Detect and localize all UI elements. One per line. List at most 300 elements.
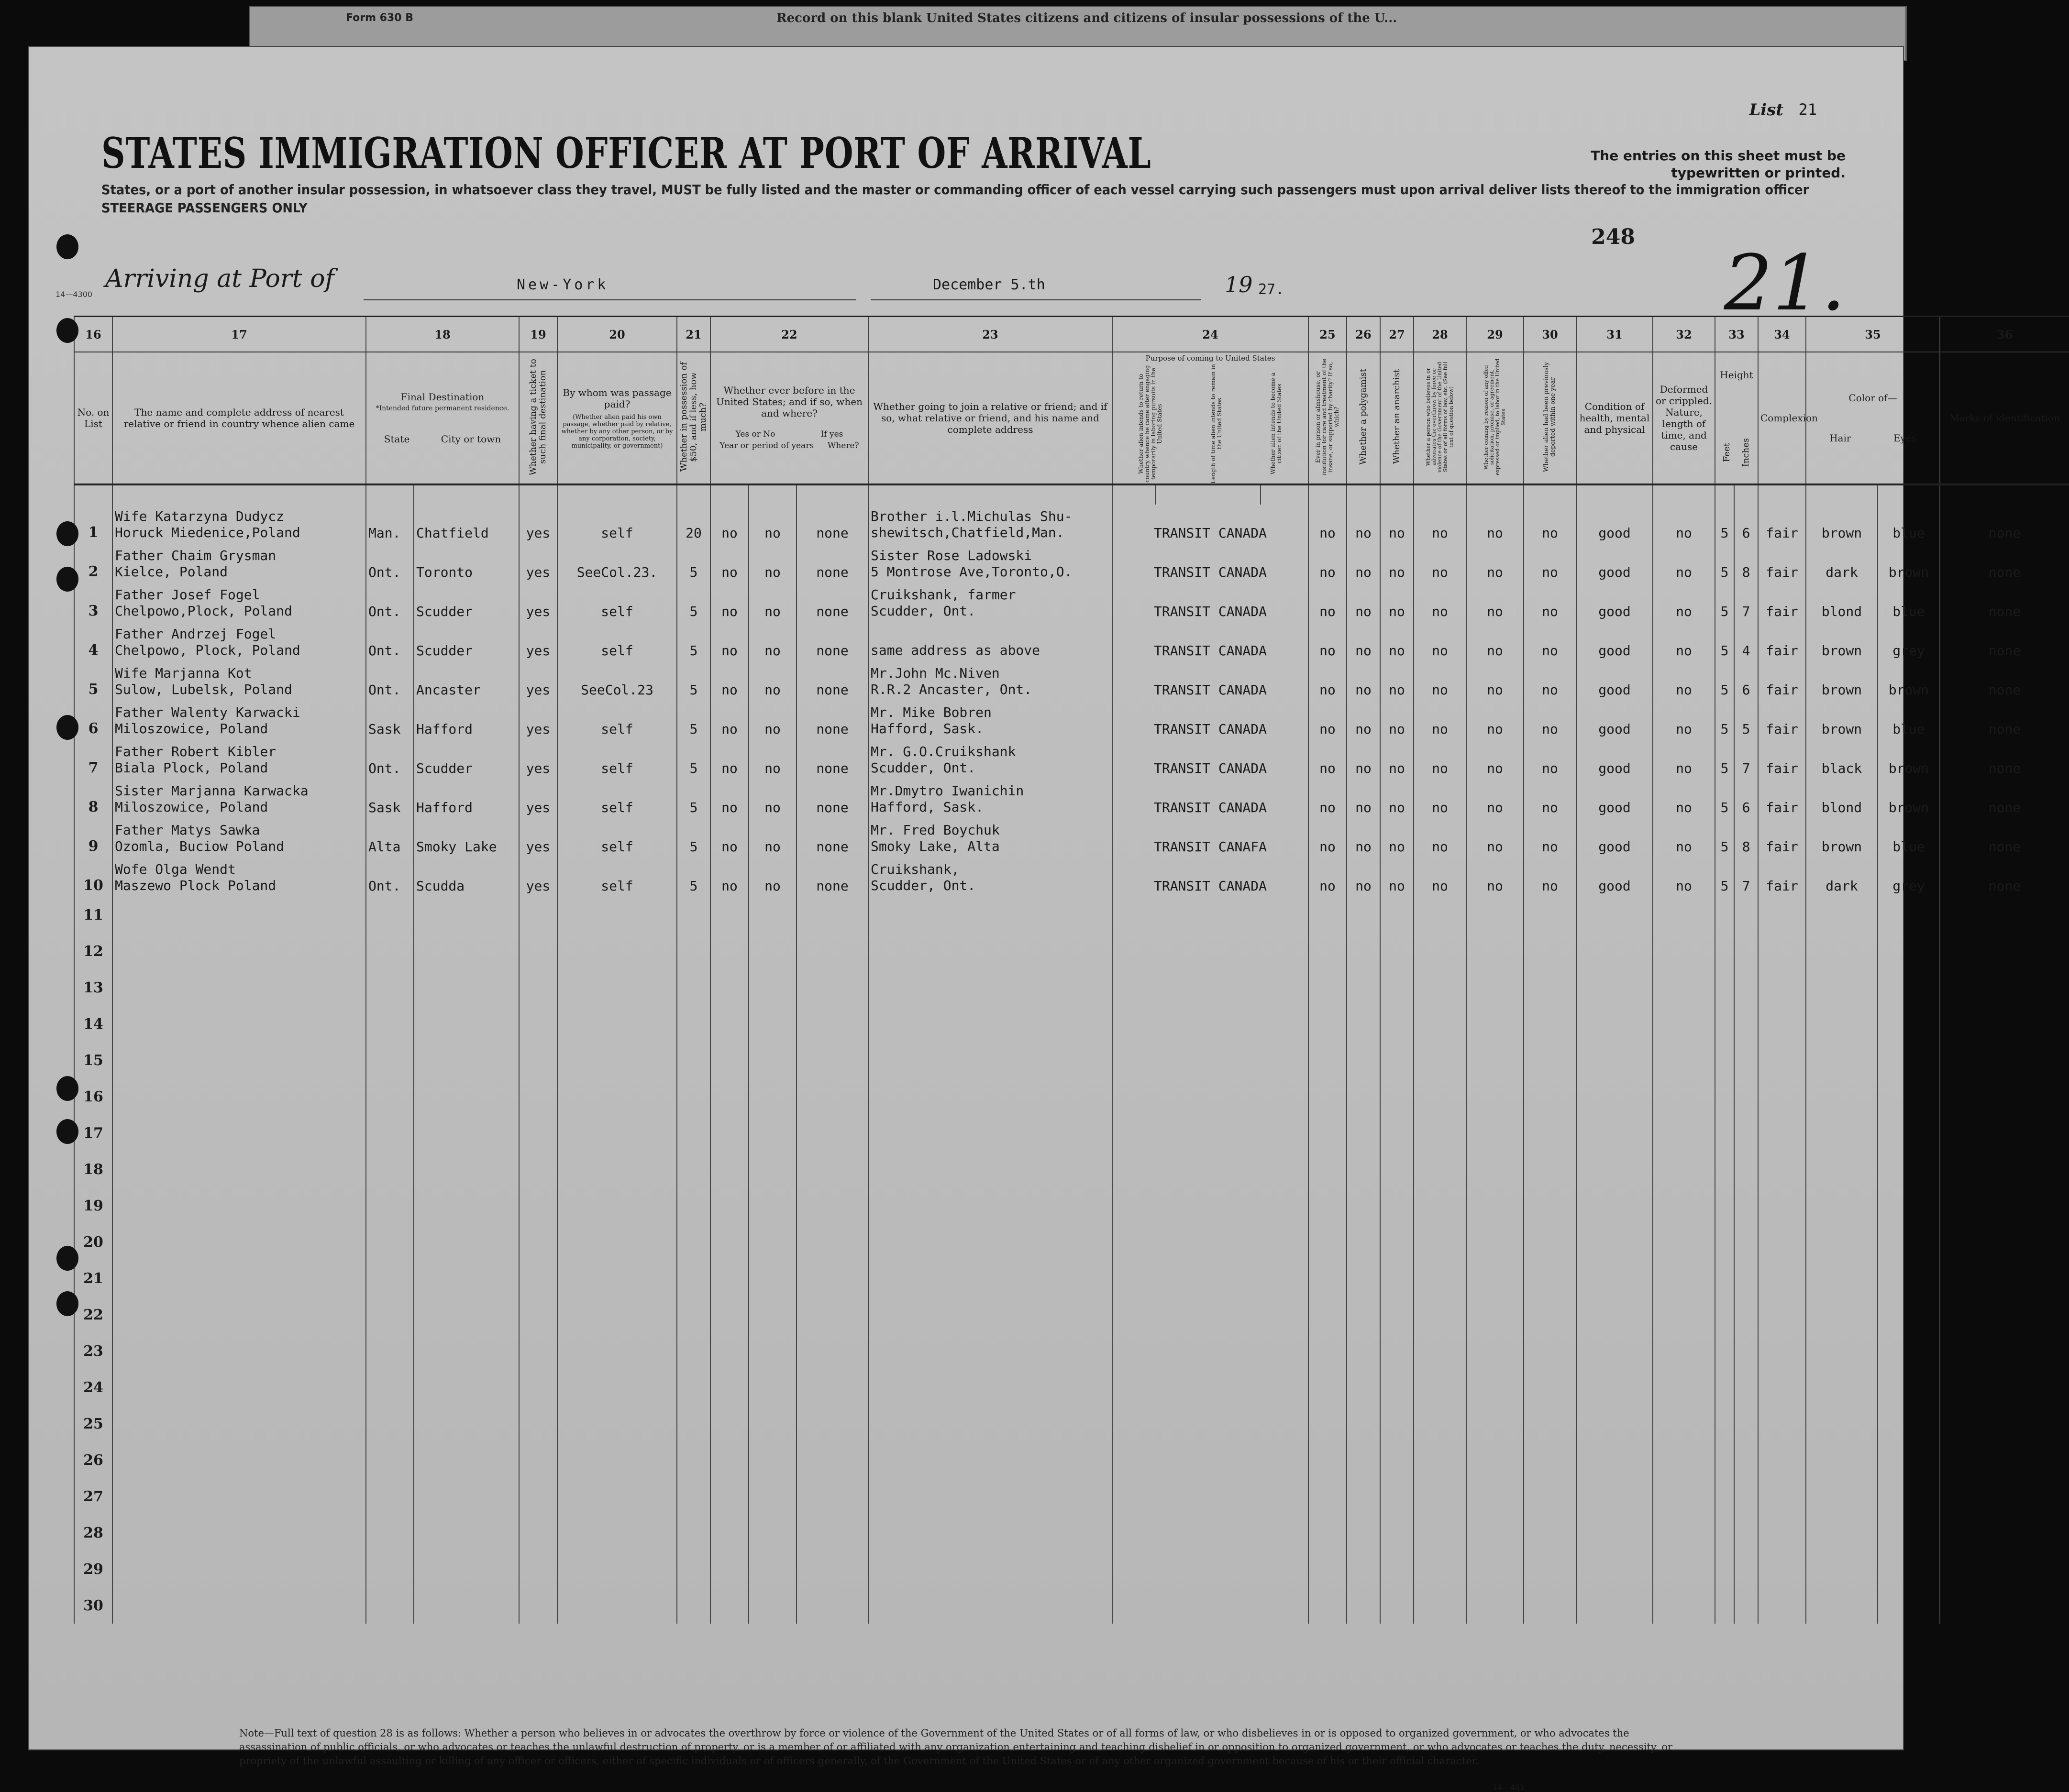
cell-state: Man.	[368, 525, 401, 541]
header-destination: Final Destination *Intended future permanent residence. State City or town	[366, 352, 519, 484]
row-number: 8	[88, 799, 99, 815]
cell-inches: 6	[1742, 800, 1750, 815]
binder-hole	[56, 715, 78, 740]
header-anarchist: Whether an anarchist	[1380, 352, 1414, 484]
table-row	[74, 740, 2069, 779]
relative-address: Miloszowice, Poland	[115, 721, 268, 737]
cell-purpose: TRANSIT CANADA	[1153, 525, 1267, 541]
cell-inches: 7	[1742, 760, 1750, 776]
cell-where: none	[816, 878, 849, 894]
table-row	[74, 779, 2069, 818]
table-row	[74, 622, 2069, 661]
cell-c27: no	[1389, 760, 1405, 776]
join-address: Scudder, Ont.	[871, 603, 976, 619]
cell-health: good	[1598, 643, 1631, 659]
table-row	[74, 933, 2069, 969]
cell-inches: 5	[1742, 721, 1750, 737]
cell-marks: none	[1988, 682, 2021, 698]
cell-deformed: no	[1676, 721, 1692, 737]
cell-c29: no	[1487, 643, 1503, 659]
cell-money: 5	[689, 839, 698, 855]
cell-paid: SeeCol.23	[581, 682, 653, 698]
cell-money: 5	[689, 564, 698, 580]
row-number: 17	[83, 1124, 103, 1142]
cell-c25: no	[1319, 564, 1336, 580]
cell-inches: 6	[1742, 682, 1750, 698]
relative-name: Father Robert Kibler	[115, 744, 277, 759]
cell-state: Ont.	[368, 643, 401, 659]
relative-address: Kielce, Poland	[115, 564, 228, 580]
cell-c30: no	[1542, 721, 1558, 737]
relative-name: Father Walenty Karwacki	[115, 704, 300, 720]
cell-deformed: no	[1676, 564, 1692, 580]
join-name: Mr. G.O.Cruikshank	[871, 744, 1016, 759]
binder-hole	[56, 1119, 78, 1144]
cell-city: Smoky Lake	[416, 839, 497, 855]
cell-state: Ont.	[368, 682, 401, 698]
cell-complexion: fair	[1766, 800, 1798, 815]
relative-address: Chelpowo, Plock, Poland	[115, 642, 300, 658]
binder-hole	[56, 318, 78, 343]
join-address: same address as above	[871, 642, 1040, 658]
relative-address: Horuck Miedenice,Poland	[115, 525, 300, 540]
header-no: No. on List	[74, 352, 112, 484]
cell-complexion: fair	[1766, 682, 1798, 698]
cell-city: Scudda	[416, 878, 465, 894]
cell-c30: no	[1542, 564, 1558, 580]
cell-c26: no	[1355, 604, 1372, 619]
row-number: 24	[83, 1379, 103, 1396]
cell-where: none	[816, 525, 849, 541]
cell-marks: none	[1988, 525, 2021, 541]
cell-years: no	[764, 839, 781, 855]
cell-paid: self	[601, 721, 633, 737]
cell-feet: 5	[1720, 760, 1729, 776]
table-row	[74, 969, 2069, 1006]
cell-feet: 5	[1720, 721, 1729, 737]
cell-feet: 5	[1720, 604, 1729, 619]
cell-feet: 5	[1720, 800, 1729, 815]
cell-eyes: blue	[1892, 721, 1925, 737]
cell-eyes: grey	[1892, 643, 1925, 659]
table-row	[74, 1515, 2069, 1551]
cell-city: Scudder	[416, 604, 473, 619]
cell-money: 5	[689, 643, 698, 659]
row-number: 6	[88, 720, 99, 737]
row-number: 7	[88, 759, 99, 776]
cell-purpose: TRANSIT CANADA	[1153, 643, 1267, 659]
cell-ticket: yes	[526, 760, 551, 776]
cell-hair: brown	[1821, 839, 1862, 855]
cell-marks: none	[1988, 760, 2021, 776]
cell-marks: none	[1988, 839, 2021, 855]
cell-state: Ont.	[368, 564, 401, 580]
cell-marks: none	[1988, 604, 2021, 619]
cell-deformed: no	[1676, 839, 1692, 855]
header-height: Height Feet Inches	[1715, 352, 1758, 484]
cell-hair: brown	[1821, 643, 1862, 659]
cell-feet: 5	[1720, 878, 1729, 894]
join-name: Brother i.l.Michulas Shu-	[871, 508, 1073, 524]
cell-before: no	[721, 604, 738, 619]
header-before-in-us: Whether ever before in the United States; and if so, when and where? Yes or No If yes Year or period of years Where?	[710, 352, 868, 484]
cell-where: none	[816, 839, 849, 855]
row-number: 3	[88, 603, 99, 619]
join-address: Scudder, Ont.	[871, 878, 976, 893]
cell-complexion: fair	[1766, 564, 1798, 580]
join-name: Mr. Mike Bobren	[871, 704, 992, 720]
header-money: Whether in possession of $50, and if less, how much?	[677, 352, 710, 484]
cell-deformed: no	[1676, 760, 1692, 776]
cell-feet: 5	[1720, 525, 1729, 541]
cell-money: 5	[689, 760, 698, 776]
table-row	[74, 1151, 2069, 1187]
join-address: Hafford, Sask.	[871, 721, 984, 737]
cell-paid: self	[601, 643, 633, 659]
cell-ticket: yes	[526, 643, 551, 659]
cell-money: 5	[689, 800, 698, 815]
table-row	[74, 701, 2069, 740]
cell-deformed: no	[1676, 643, 1692, 659]
cell-health: good	[1598, 760, 1631, 776]
cell-feet: 5	[1720, 839, 1729, 855]
cell-eyes: brown	[1888, 682, 1929, 698]
cell-c30: no	[1542, 643, 1558, 659]
list-number: 21	[1798, 100, 1817, 119]
header-join-relative: Whether going to join a relative or friend; and if so, what relative or friend, and his name and complete address	[868, 352, 1112, 484]
header-polygamist: Whether a polygamist	[1347, 352, 1380, 484]
cell-paid: self	[601, 525, 633, 541]
year-suffix: 27.	[1258, 281, 1284, 298]
cell-before: no	[721, 525, 738, 541]
join-name: Mr.John Mc.Niven	[871, 665, 1000, 681]
manifest-sheet	[28, 46, 2060, 1792]
cell-years: no	[764, 525, 781, 541]
cell-purpose: TRANSIT CANADA	[1153, 682, 1267, 698]
table-row	[74, 544, 2069, 583]
cell-c27: no	[1389, 525, 1405, 541]
cell-c27: no	[1389, 878, 1405, 894]
column-number-row: 16 17 18 19 20 21 22 23 24 25 26 27 28 29 30 31 32 33 34 35 36	[74, 317, 2069, 352]
cell-inches: 8	[1742, 564, 1750, 580]
cell-purpose: TRANSIT CANAFA	[1153, 839, 1267, 855]
cell-state: Sask	[368, 800, 401, 815]
row-number: 23	[83, 1342, 103, 1360]
cell-c28: no	[1432, 682, 1448, 698]
cell-c28: no	[1432, 839, 1448, 855]
cell-c26: no	[1355, 525, 1372, 541]
header-relative: The name and complete address of nearest relative or friend in country whence alien came	[112, 352, 366, 484]
cell-ticket: yes	[526, 564, 551, 580]
cell-hair: blond	[1821, 604, 1862, 619]
row-number: 28	[83, 1524, 103, 1541]
cell-deformed: no	[1676, 878, 1692, 894]
document-title: STATES IMMIGRATION OFFICER AT PORT OF ARRIVAL	[101, 128, 1151, 178]
cell-c30: no	[1542, 839, 1558, 855]
row-number: 22	[83, 1306, 103, 1323]
row-number: 13	[83, 979, 103, 996]
cell-c26: no	[1355, 643, 1372, 659]
table-row	[74, 1260, 2069, 1297]
cell-eyes: brown	[1888, 564, 1929, 580]
cell-health: good	[1598, 682, 1631, 698]
cell-state: Alta	[368, 839, 401, 855]
cell-marks: none	[1988, 878, 2021, 894]
cell-c28: no	[1432, 604, 1448, 619]
cell-c27: no	[1389, 800, 1405, 815]
cell-c26: no	[1355, 800, 1372, 815]
relative-address: Chelpowo,Plock, Poland	[115, 603, 292, 619]
cell-c30: no	[1542, 682, 1558, 698]
cell-ticket: yes	[526, 525, 551, 541]
footnote-question-28: Note—Full text of question 28 is as follows: Whether a person who believes in or advocates the overthrow by force or violence of the Government of the United States or of all forms of law, or who disbelieves in or is opposed to organized government, or who advocates the assassination of public officials, or who advocates or teaches the unlawful destruction of property, or is a member of or affiliated with any organization entertaining and teaching disbelief in or opposition to organized government, or who advocates or teaches the duty, necessity, or propriety of the unlawful assaulting or killing of any officer or officers, either of specific individuals or of officers generally, of the Government of the United States or of any other organized government because of his or their official character.	[239, 1727, 1672, 1767]
row-number: 11	[83, 906, 103, 923]
binder-hole	[56, 234, 78, 259]
cell-years: no	[764, 760, 781, 776]
cell-years: no	[764, 682, 781, 698]
cell-ticket: yes	[526, 839, 551, 855]
cell-years: no	[764, 878, 781, 894]
cell-paid: self	[601, 760, 633, 776]
cell-c25: no	[1319, 839, 1336, 855]
cell-money: 5	[689, 721, 698, 737]
cell-state: Ont.	[368, 604, 401, 619]
cell-where: none	[816, 721, 849, 737]
relative-name: Wofe Olga Wendt	[115, 861, 236, 877]
cell-where: none	[816, 604, 849, 619]
row-number: 16	[83, 1088, 103, 1105]
relative-name: Father Matys Sawka	[115, 822, 260, 838]
row-number: 10	[83, 877, 103, 894]
relative-name: Sister Marjanna Karwacka	[115, 783, 309, 799]
cell-c28: no	[1432, 800, 1448, 815]
date-value: December 5.th	[933, 276, 1045, 293]
cell-c28: no	[1432, 525, 1448, 541]
cell-c27: no	[1389, 604, 1405, 619]
cell-hair: brown	[1821, 525, 1862, 541]
table-row	[74, 1442, 2069, 1478]
cell-inches: 4	[1742, 643, 1750, 659]
header-deported: Whether alien had been previously deported within one year	[1524, 352, 1576, 484]
header-complexion: Complexion	[1758, 352, 1806, 484]
table-row	[74, 583, 2069, 622]
row-number: 26	[83, 1451, 103, 1469]
cell-city: Hafford	[416, 721, 473, 737]
cell-c30: no	[1542, 525, 1558, 541]
cell-c28: no	[1432, 721, 1448, 737]
cell-deformed: no	[1676, 525, 1692, 541]
table-row	[74, 1551, 2069, 1587]
binder-hole	[56, 1291, 78, 1316]
cell-eyes: grey	[1892, 878, 1925, 894]
cell-c29: no	[1487, 760, 1503, 776]
cell-deformed: no	[1676, 800, 1692, 815]
header-labor-offer: Whether coming by reason of any offer, solicitation, promise, or agreement, expressed or implied, to labor in the United States	[1466, 352, 1524, 484]
header-passage-paid: By whom was passage paid? (Whether alien paid his own passage, whether paid by relative, whether by any other person, or by any corporation, society, municipality, or government)	[557, 352, 677, 484]
under-form-label: Form 630 B	[346, 12, 414, 24]
cell-years: no	[764, 721, 781, 737]
table-row	[74, 897, 2069, 933]
header-color: Color of— Hair Eyes	[1806, 352, 1940, 484]
row-number: 20	[83, 1233, 103, 1251]
cell-before: no	[721, 682, 738, 698]
footnote-code: 14—481	[1493, 1783, 1525, 1792]
cell-c26: no	[1355, 839, 1372, 855]
cell-where: none	[816, 643, 849, 659]
cell-where: none	[816, 564, 849, 580]
arriving-label: Arriving at Port of	[105, 264, 334, 293]
relative-address: Miloszowice, Poland	[115, 799, 268, 815]
cell-deformed: no	[1676, 682, 1692, 698]
form-code: 14—4300	[55, 290, 93, 299]
row-number: 30	[83, 1597, 103, 1614]
binder-hole	[56, 521, 78, 546]
cell-years: no	[764, 604, 781, 619]
cell-c29: no	[1487, 800, 1503, 815]
table-row	[74, 1115, 2069, 1151]
cell-state: Ont.	[368, 760, 401, 776]
cell-c26: no	[1355, 721, 1372, 737]
join-name: Cruikshank,	[871, 861, 960, 877]
table-row	[74, 1333, 2069, 1369]
join-address: R.R.2 Ancaster, Ont.	[871, 682, 1032, 697]
cell-paid: self	[601, 878, 633, 894]
port-value: New-York	[517, 276, 609, 293]
column-header-row	[74, 352, 2069, 484]
table-row	[74, 661, 2069, 701]
cell-c28: no	[1432, 564, 1448, 580]
header-marks: Marks of identification	[1940, 352, 2069, 484]
cell-complexion: fair	[1766, 878, 1798, 894]
cell-c30: no	[1542, 760, 1558, 776]
cell-c29: no	[1487, 878, 1503, 894]
cell-complexion: fair	[1766, 525, 1798, 541]
cell-years: no	[764, 800, 781, 815]
cell-marks: none	[1988, 800, 2021, 815]
binder-hole	[56, 1076, 78, 1101]
cell-health: good	[1598, 800, 1631, 815]
cell-complexion: fair	[1766, 839, 1798, 855]
header-health: Condition of health, mental and physical	[1576, 352, 1653, 484]
join-address: 5 Montrose Ave,Toronto,O.	[871, 564, 1073, 580]
subtitle-line-1: States, or a port of another insular possession, in whatsoever class they travel, MUST be fully listed and the master or commanding officer of each vessel carrying such passengers must upon arrival deliver lists thereof to the immigration officer	[101, 182, 1809, 198]
cell-paid: self	[601, 800, 633, 815]
table-row	[74, 858, 2069, 897]
cell-c25: no	[1319, 721, 1336, 737]
relative-name: Wife Marjanna Kot	[115, 665, 252, 681]
join-address: Scudder, Ont.	[871, 760, 976, 776]
join-name: Sister Rose Ladowski	[871, 548, 1032, 563]
table-row	[74, 1187, 2069, 1224]
handwritten-list-number: 21.	[1724, 238, 1846, 328]
cell-ticket: yes	[526, 878, 551, 894]
header-purpose: Purpose of coming to United States Whether alien intends to return to country whence he came after engaging temporarily in laboring pursuits in the United States Length of time alien intends to remain in the United States Whether alien intends to become a citizen of the United States	[1112, 352, 1308, 484]
cell-hair: dark	[1826, 564, 1858, 580]
row-number: 2	[88, 563, 99, 580]
cell-state: Ont.	[368, 878, 401, 894]
list-label: List	[1749, 100, 1783, 120]
cell-c30: no	[1542, 878, 1558, 894]
cell-money: 5	[689, 604, 698, 619]
row-number: 29	[83, 1561, 103, 1578]
cell-c25: no	[1319, 604, 1336, 619]
cell-before: no	[721, 760, 738, 776]
join-address: Hafford, Sask.	[871, 799, 984, 815]
join-name: Mr.Dmytro Iwanichin	[871, 783, 1024, 799]
cell-paid: self	[601, 604, 633, 619]
cell-c29: no	[1487, 682, 1503, 698]
year-prefix: 19	[1225, 272, 1253, 297]
row-number: 14	[83, 1015, 103, 1033]
cell-inches: 6	[1742, 525, 1750, 541]
cell-complexion: fair	[1766, 643, 1798, 659]
cell-before: no	[721, 800, 738, 815]
cell-complexion: fair	[1766, 604, 1798, 619]
cell-health: good	[1598, 721, 1631, 737]
relative-name: Father Chaim Grysman	[115, 548, 277, 563]
cell-marks: none	[1988, 643, 2021, 659]
cell-money: 5	[689, 878, 698, 894]
cell-city: Chatfield	[416, 525, 489, 541]
cell-c27: no	[1389, 643, 1405, 659]
cell-c25: no	[1319, 525, 1336, 541]
table-row	[74, 1478, 2069, 1515]
cell-c28: no	[1432, 760, 1448, 776]
cell-years: no	[764, 643, 781, 659]
cell-years: no	[764, 564, 781, 580]
under-record-text: Record on this blank United States citizens and citizens of insular possessions of the U...	[776, 11, 1397, 25]
cell-c25: no	[1319, 682, 1336, 698]
cell-feet: 5	[1720, 643, 1729, 659]
binder-hole	[56, 567, 78, 592]
cell-inches: 8	[1742, 839, 1750, 855]
cell-purpose: TRANSIT CANADA	[1153, 564, 1267, 580]
cell-hair: brown	[1821, 721, 1862, 737]
cell-eyes: blue	[1892, 839, 1925, 855]
cell-health: good	[1598, 878, 1631, 894]
cell-city: Scudder	[416, 760, 473, 776]
table-row	[74, 1006, 2069, 1042]
cell-c25: no	[1319, 800, 1336, 815]
cell-city: Toronto	[416, 564, 473, 580]
row-number: 12	[83, 943, 103, 960]
header-q28: Whether a person who believes in or advocates the overthrow by force or violence of the Government of the United States or of all forms of law, etc. (See full text of question below)	[1414, 352, 1466, 484]
relative-address: Sulow, Lubelsk, Poland	[115, 682, 292, 697]
cell-purpose: TRANSIT CANADA	[1153, 604, 1267, 619]
cell-c25: no	[1319, 760, 1336, 776]
row-number: 27	[83, 1488, 103, 1505]
cell-c28: no	[1432, 878, 1448, 894]
cell-hair: blond	[1821, 800, 1862, 815]
cell-ticket: yes	[526, 721, 551, 737]
header-deformed: Deformed or crippled. Nature, length of time, and cause	[1653, 352, 1715, 484]
join-address: shewitsch,Chatfield,Man.	[871, 525, 1064, 540]
row-number: 15	[83, 1052, 103, 1069]
cell-state: Sask	[368, 721, 401, 737]
cell-hair: brown	[1821, 682, 1862, 698]
cell-eyes: blue	[1892, 604, 1925, 619]
cell-where: none	[816, 760, 849, 776]
passenger-rows	[74, 505, 2069, 1624]
cell-money: 20	[686, 525, 702, 541]
cell-c26: no	[1355, 878, 1372, 894]
table-row	[74, 1297, 2069, 1333]
cell-paid: SeeCol.23.	[576, 564, 658, 580]
row-number: 4	[88, 642, 99, 659]
cell-c30: no	[1542, 604, 1558, 619]
cell-ticket: yes	[526, 604, 551, 619]
cell-before: no	[721, 564, 738, 580]
